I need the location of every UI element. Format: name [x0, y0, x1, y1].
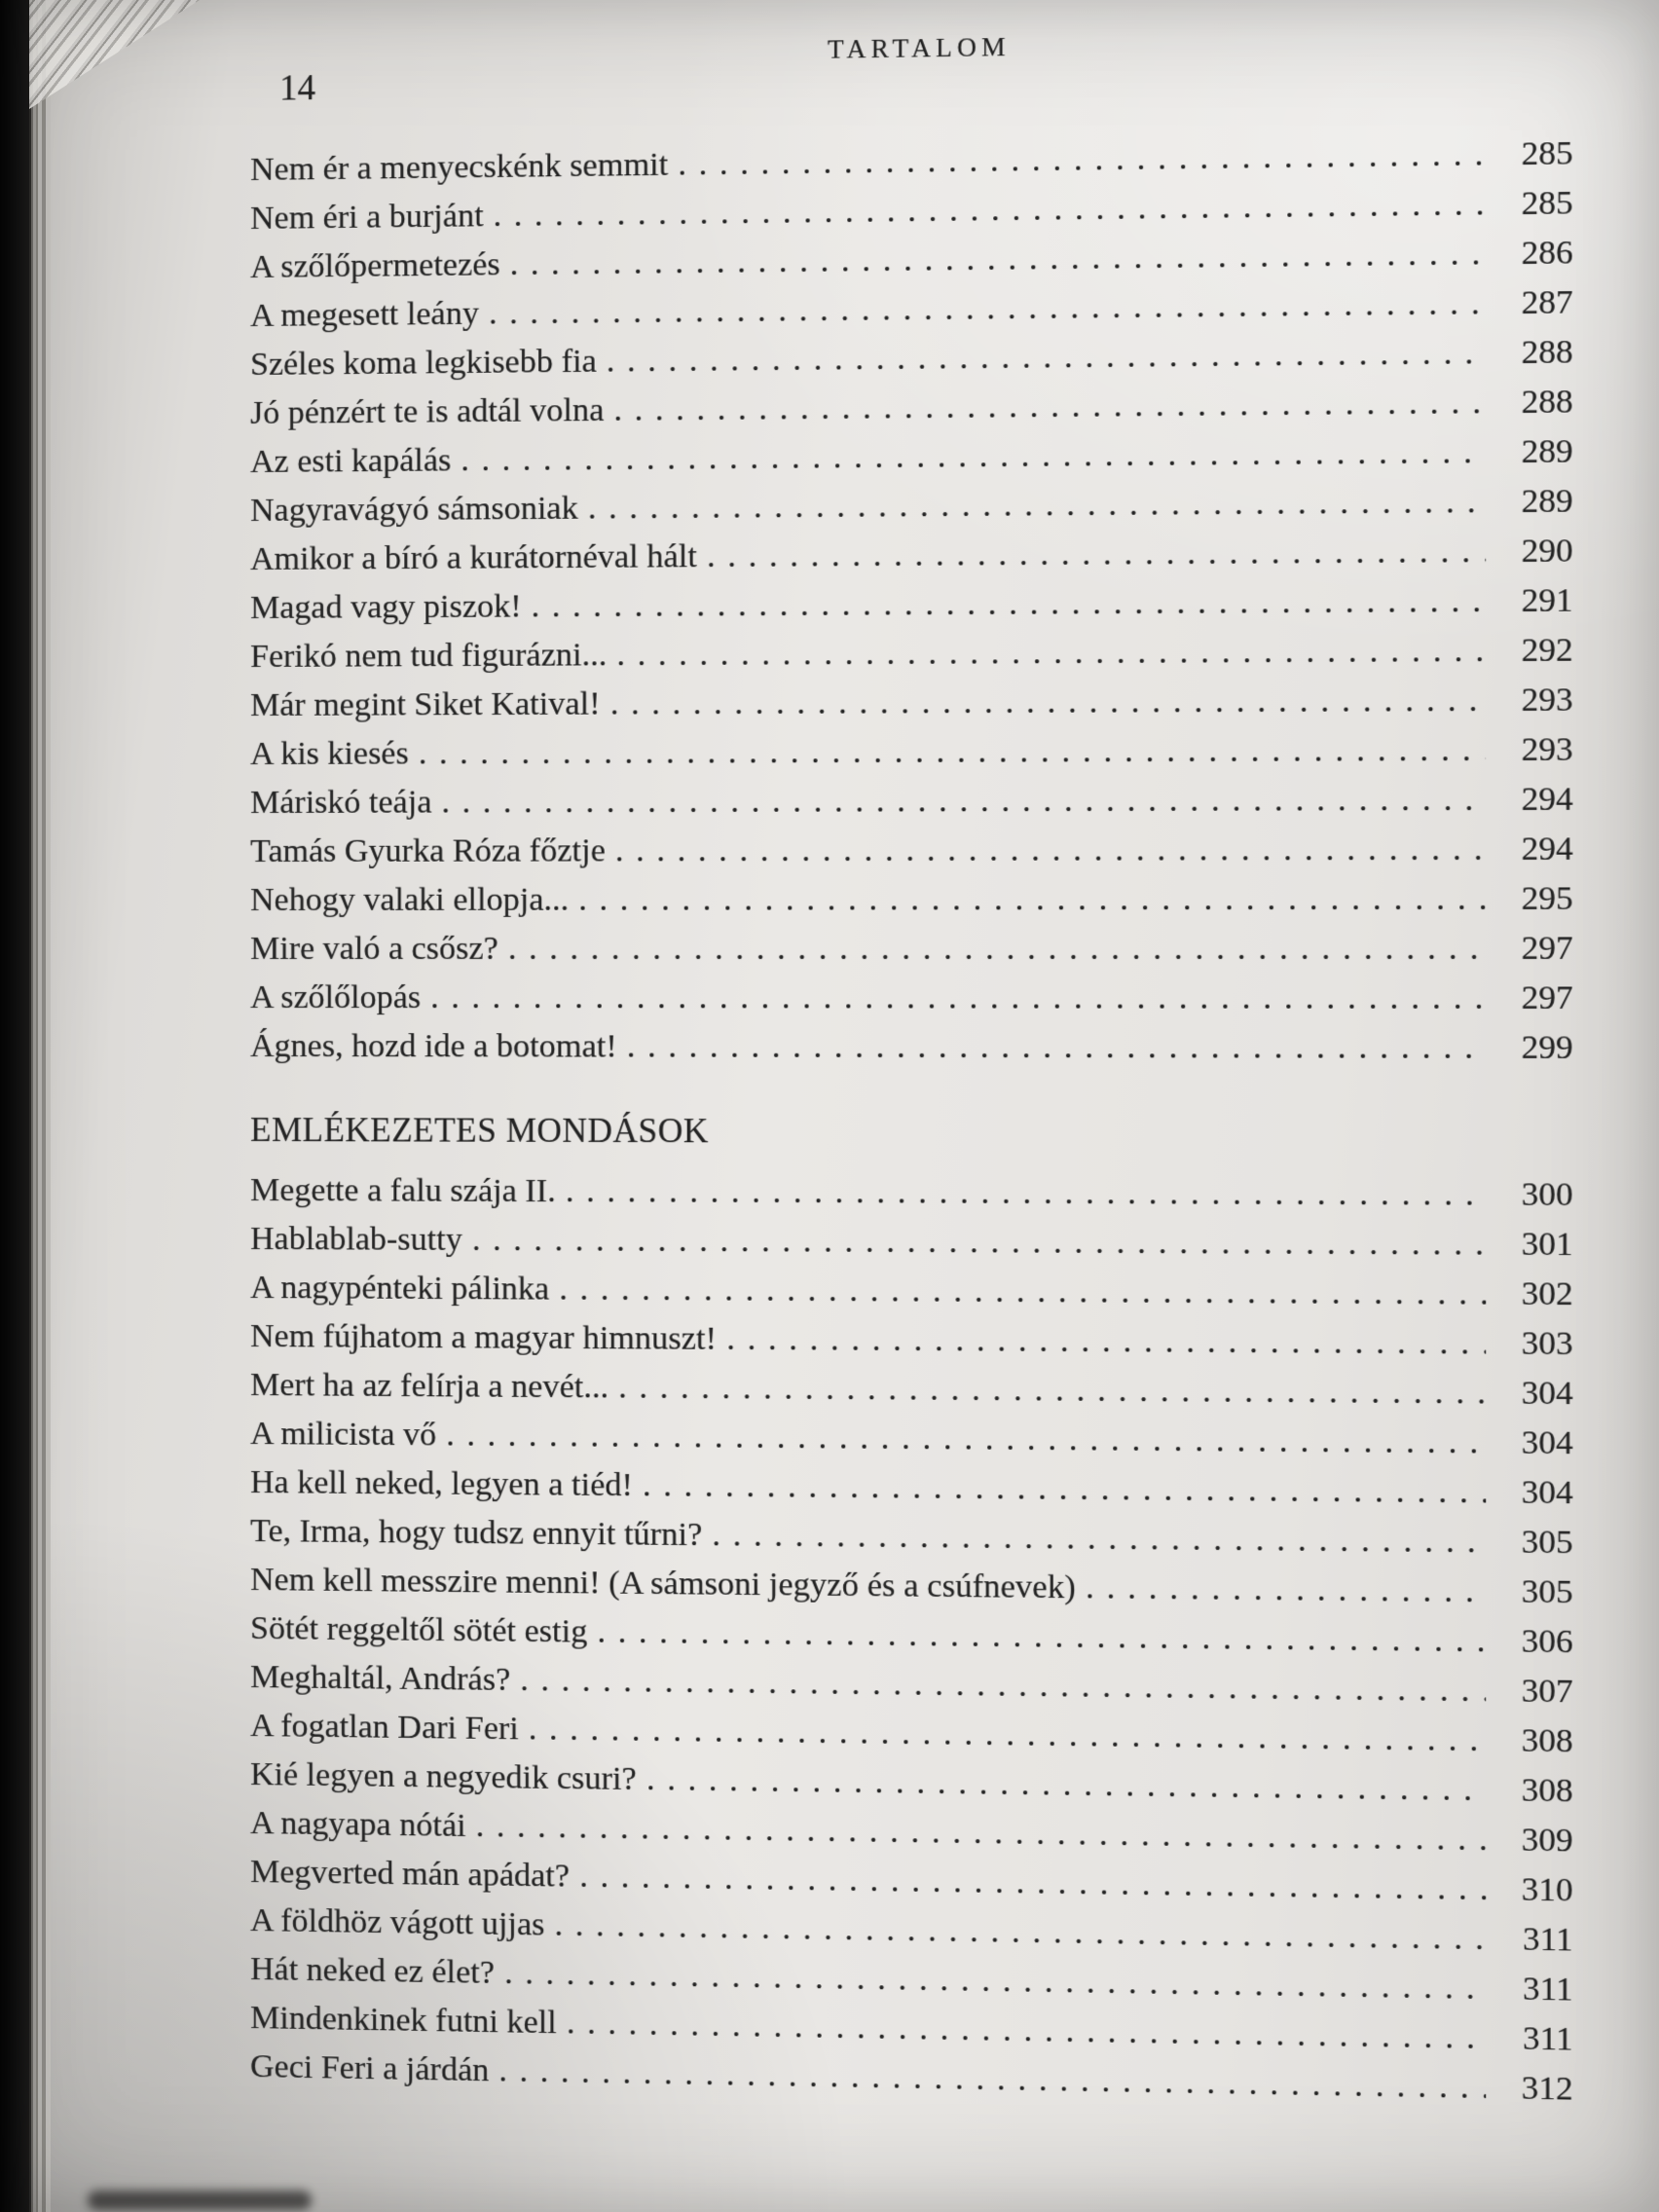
- toc-entry-page-number: 290: [1521, 533, 1573, 571]
- toc-entry-page-number: 287: [1521, 283, 1573, 322]
- toc-entry: [250, 527, 1573, 584]
- toc-entry-title: Nem fújhatom a magyar himnuszt!: [250, 1318, 718, 1357]
- toc-entry-page-number: 308: [1521, 1772, 1573, 1810]
- toc-entry-title: Meghaltál, András?: [250, 1659, 511, 1699]
- toc-entry-page-number: 307: [1521, 1673, 1573, 1711]
- dot-leader: [726, 1315, 1486, 1369]
- toc-entry-title: A megesett leány: [250, 295, 479, 334]
- dot-leader: [508, 924, 1486, 974]
- dot-leader: [588, 478, 1486, 534]
- toc-entry-title: Nem ér a menyecskénk semmit: [250, 146, 669, 188]
- toc-entry-page-number: 309: [1521, 1822, 1573, 1860]
- toc-entry-page-number: 301: [1521, 1226, 1573, 1264]
- dot-leader: [616, 626, 1486, 680]
- toc-entry-title: Sötét reggeltől sötét estig: [250, 1610, 588, 1650]
- dot-leader: [1086, 1564, 1486, 1617]
- dot-leader: [618, 1363, 1486, 1419]
- toc-entry: [250, 974, 1573, 1023]
- toc-entry-page-number: 304: [1521, 1375, 1573, 1413]
- toc-entry: [250, 1264, 1573, 1319]
- dot-leader: [441, 775, 1486, 827]
- toc-entry: [250, 1312, 1573, 1369]
- toc-entry-page-number: 291: [1521, 582, 1573, 620]
- dot-leader: [430, 974, 1486, 1023]
- toc-entry-title: A nagyapa nótái: [250, 1805, 466, 1845]
- toc-entry-title: Te, Irma, hogy tudsz ennyit tűrni?: [250, 1513, 703, 1554]
- toc-entry: [250, 1166, 1573, 1220]
- toc-entry-page-number: 285: [1521, 134, 1573, 173]
- page-number: 14: [278, 68, 316, 109]
- running-head: TARTALOM: [827, 31, 1011, 64]
- toc-entry-page-number: 311: [1522, 1921, 1573, 1959]
- page-header: [250, 19, 1573, 146]
- toc-entry-title: A földhöz vágott ujjas: [250, 1902, 545, 1943]
- dot-leader: [707, 528, 1486, 582]
- toc-entry-title: Ferikó nem tud figurázni...: [250, 637, 608, 675]
- bottom-edge-smudge: [88, 2191, 312, 2210]
- toc-entry-title: A szőlőpermetezés: [250, 246, 500, 285]
- toc-entry-page-number: 286: [1521, 234, 1573, 273]
- dot-leader: [446, 1411, 1486, 1467]
- toc-entry-title: Megette a falu szája II.: [250, 1172, 556, 1210]
- toc-entry-page-number: 288: [1521, 383, 1573, 422]
- toc-entry-page-number: 308: [1521, 1722, 1573, 1760]
- toc-entry-page-number: 293: [1521, 682, 1573, 719]
- page-stack-edges: [29, 0, 51, 2212]
- toc-entry-title: A kis kiesés: [250, 735, 409, 772]
- toc-entry-page-number: 295: [1521, 880, 1573, 918]
- toc-entry-page-number: 312: [1521, 2070, 1573, 2108]
- dot-leader: [712, 1511, 1486, 1567]
- toc-entry-title: Nem kell messzire menni! (A sámsoni jegyző és a csúfnevek): [250, 1562, 1076, 1606]
- toc-entry-title: Mindenkinek futni kell: [250, 2000, 557, 2042]
- dot-leader: [532, 577, 1487, 632]
- toc-entry-page-number: 289: [1521, 433, 1573, 471]
- toc-entry-page-number: 294: [1521, 781, 1573, 819]
- toc-entry-page-number: 305: [1521, 1573, 1573, 1611]
- toc-entry-page-number: 304: [1521, 1474, 1573, 1512]
- toc-entry: [250, 676, 1573, 730]
- toc-entry-page-number: 311: [1522, 2020, 1573, 2058]
- toc-entry-title: Amikor a bíró a kurátornéval hált: [250, 537, 697, 577]
- toc-entry-title: Megverted mán apádat?: [250, 1854, 571, 1895]
- toc-entry-page-number: 285: [1521, 184, 1573, 223]
- dot-leader: [615, 825, 1486, 875]
- dot-leader: [643, 1461, 1486, 1518]
- toc-entry-page-number: 288: [1521, 333, 1573, 372]
- toc-entry: [250, 1022, 1573, 1073]
- toc-entry-page-number: 311: [1522, 1971, 1573, 2009]
- toc-entry-page-number: 297: [1521, 930, 1573, 968]
- toc-entry-title: Kié legyen a negyedik csuri?: [250, 1756, 637, 1798]
- dot-leader: [607, 329, 1486, 387]
- toc-entry-page-number: 302: [1521, 1275, 1573, 1313]
- toc-entry-title: A milicista vő: [250, 1416, 437, 1454]
- toc-entry: [250, 576, 1573, 633]
- toc-entry: [250, 477, 1573, 535]
- toc-entry-title: A fogatlan Dari Feri: [250, 1708, 519, 1748]
- toc-entry: [250, 924, 1573, 974]
- toc-entry-title: Mire való a csősz?: [250, 930, 498, 968]
- toc-entry-page-number: 297: [1521, 979, 1573, 1017]
- dot-leader: [610, 676, 1487, 728]
- table-of-contents: [250, 129, 1573, 2115]
- toc-entry-page-number: 304: [1521, 1424, 1573, 1462]
- toc-entry-title: Tamás Gyurka Róza főztje: [250, 832, 606, 869]
- toc-entry-title: Hát neked ez élet?: [250, 1951, 495, 1992]
- toc-entry-title: Ágnes, hozd ide a botomat!: [250, 1028, 617, 1065]
- toc-entry-page-number: 292: [1521, 632, 1573, 670]
- dot-leader: [472, 1216, 1486, 1270]
- toc-entry-page-number: 300: [1521, 1176, 1573, 1214]
- toc-entry: [250, 1215, 1573, 1270]
- section-heading: EMLÉKEZETES MONDÁSOK: [250, 1111, 709, 1151]
- toc-entry-title: Hablablab-sutty: [250, 1221, 462, 1258]
- toc-entry-title: Jó pénzért te is adtál volna: [250, 391, 605, 431]
- toc-entry-page-number: 294: [1521, 830, 1573, 868]
- book-spine-edge: [0, 0, 29, 2212]
- toc-entry-page-number: 289: [1521, 483, 1573, 521]
- toc-entry: [250, 874, 1573, 925]
- toc-entry: [250, 775, 1573, 828]
- toc-entry-title: Magad vagy piszok!: [250, 588, 522, 626]
- toc-entry-title: Széles koma legkisebb fia: [250, 343, 597, 383]
- book-page: [51, 0, 1659, 2212]
- dot-leader: [566, 1167, 1486, 1220]
- toc-entry-title: Nem éri a burjánt: [250, 198, 484, 237]
- toc-entry-page-number: 310: [1521, 1871, 1573, 1909]
- toc-entry-page-number: 305: [1521, 1524, 1573, 1562]
- toc-entry-page-number: 306: [1521, 1623, 1573, 1661]
- toc-entry: [250, 725, 1573, 779]
- dot-leader: [419, 725, 1486, 778]
- toc-entry-title: Máriskó teája: [250, 784, 432, 821]
- toc-entry-title: Nagyravágyó sámsoniak: [250, 490, 578, 529]
- page-corner-edges: [29, 0, 200, 109]
- dot-leader: [461, 428, 1486, 486]
- toc-entry-page-number: 299: [1521, 1029, 1573, 1067]
- toc-entry-title: Geci Feri a járdán: [250, 2048, 490, 2089]
- toc-entry-title: Az esti kapálás: [250, 442, 452, 480]
- toc-entry-page-number: 303: [1521, 1325, 1573, 1363]
- dot-leader: [627, 1022, 1486, 1073]
- toc-entry: [250, 825, 1573, 876]
- toc-entry-page-number: 293: [1521, 731, 1573, 769]
- toc-entry-title: Már megint Siket Katival!: [250, 685, 601, 723]
- toc-entry-title: A szőlőlopás: [250, 979, 422, 1016]
- toc-entry: [250, 626, 1573, 682]
- toc-entry-title: Mert ha az felírja a nevét...: [250, 1367, 609, 1406]
- dot-leader: [559, 1265, 1486, 1318]
- toc-entry-title: A nagypénteki pálinka: [250, 1270, 550, 1308]
- toc-entry-title: Ha kell neked, legyen a tiéd!: [250, 1464, 633, 1504]
- dot-leader: [578, 874, 1486, 925]
- dot-leader: [613, 379, 1486, 435]
- toc-entry-title: Nehogy valaki ellopja...: [250, 881, 570, 918]
- page-content: [250, 19, 1573, 2114]
